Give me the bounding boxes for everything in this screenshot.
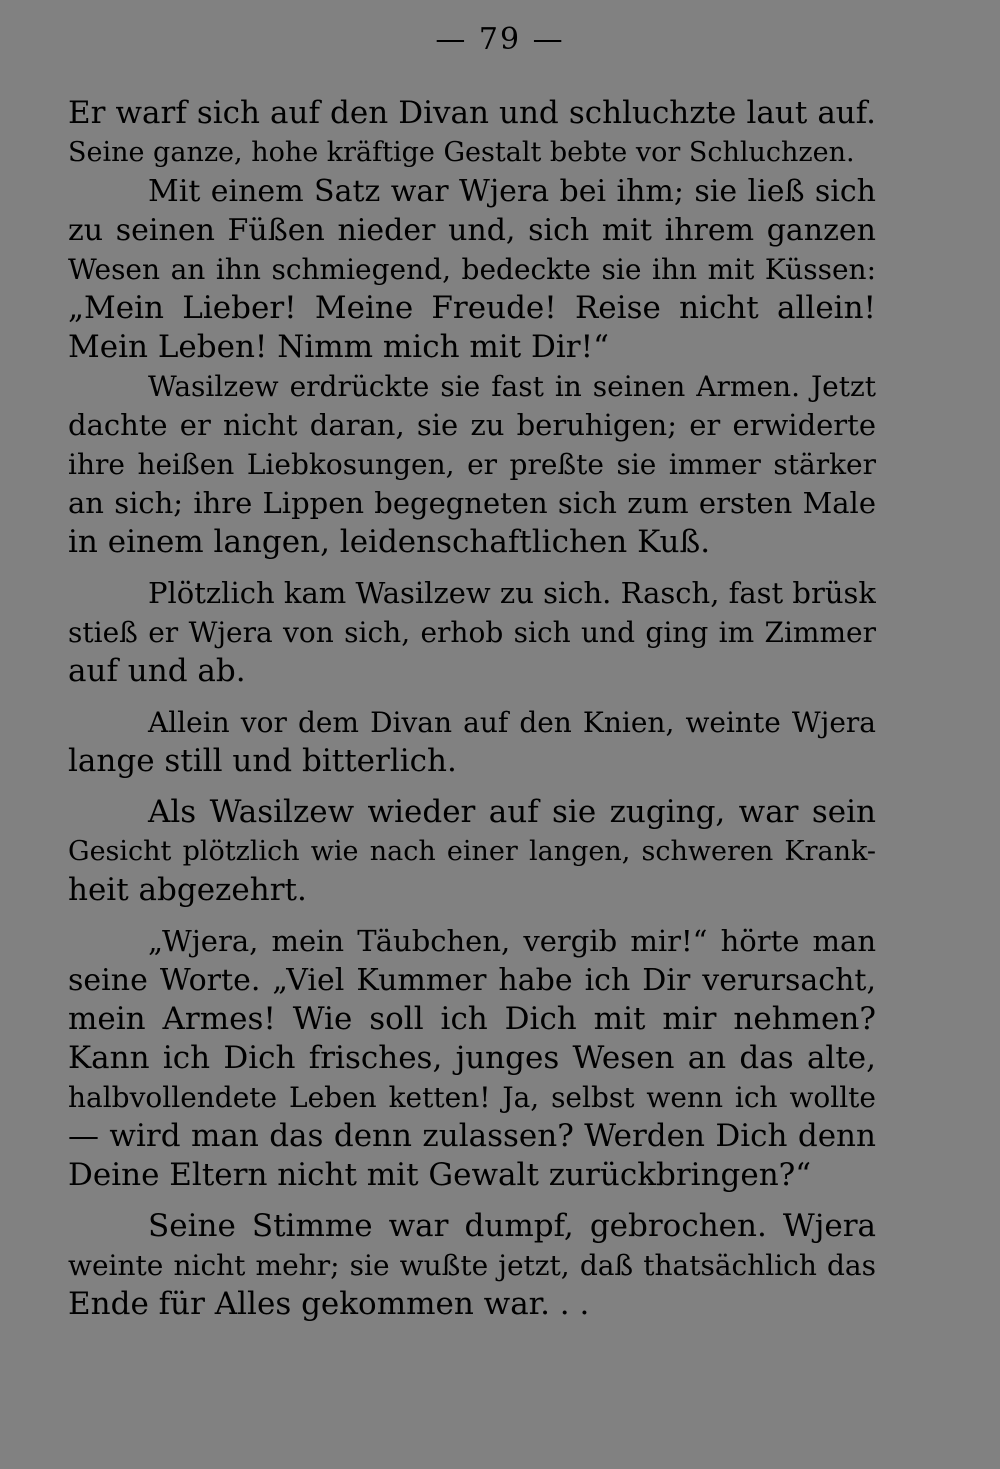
paragraph [68, 922, 876, 1195]
text-line: ihre heißen Liebkosungen, er preßte sie immer stärker [68, 448, 876, 481]
text-line: halbvollendete Leben ketten! Ja, selbst wenn ich wollte [68, 1081, 876, 1114]
text-line: Wesen an ihn schmiegend, bedeckte sie ihn mit Küssen: [68, 253, 876, 286]
paragraph [68, 367, 876, 562]
text-line: weinte nicht mehr; sie wußte jetzt, daß thatsächlich das [68, 1249, 876, 1282]
text-line: heit abgezehrt. [68, 872, 307, 908]
page-number: — 79 — [435, 22, 565, 57]
paragraph [68, 94, 876, 172]
text-line: Plötzlich kam Wasilzew zu sich. Rasch, fast brüsk [148, 576, 876, 610]
text-line: „Mein Lieber! Meine Freude! Reise nicht allein! [68, 290, 876, 326]
text-line: — wird man das denn zulassen? Werden Dich denn [68, 1118, 876, 1154]
text-line: Deine Eltern nicht mit Gewalt zurückbringen?“ [68, 1157, 812, 1193]
text-line: auf und ab. [68, 653, 246, 689]
paragraph [68, 1207, 876, 1324]
text-line: Als Wasilzew wieder auf sie zuging, war sein [148, 794, 876, 830]
text-line: Er warf sich auf den Divan und schluchzte laut auf. [68, 95, 876, 131]
text-line: Allein vor dem Divan auf den Knien, weinte Wjera [148, 706, 876, 739]
text-line: Gesicht plötzlich wie nach einer langen, schweren Krank- [68, 836, 876, 867]
paragraph [68, 793, 876, 910]
text-line: dachte er nicht daran, sie zu beruhigen; er erwiderte [68, 408, 876, 442]
paragraph [68, 703, 876, 781]
text-line: Mein Leben! Nimm mich mit Dir!“ [68, 329, 609, 365]
text-line: Mit einem Satz war Wjera bei ihm; sie ließ sich [148, 174, 876, 209]
text-line: „Wjera, mein Täubchen, vergib mir!“ hörte man [148, 924, 876, 958]
text-line: mein Armes! Wie soll ich Dich mit mir nehmen? [68, 1001, 876, 1037]
text-line: stieß er Wjera von sich, erhob sich und ging im Zimmer [68, 616, 876, 649]
text-line: Seine ganze, hohe kräftige Gestalt bebte vor Schluchzen. [68, 137, 855, 168]
text-line: Ende für Alles gekommen war. . . [68, 1286, 590, 1322]
text-line: an sich; ihre Lippen begegneten sich zum ersten Male [68, 486, 876, 520]
paragraph [68, 172, 876, 367]
text-line: zu seinen Füßen nieder und, sich mit ihrem ganzen [68, 213, 876, 248]
text-line: Kann ich Dich frisches, junges Wesen an das alte, [68, 1040, 876, 1076]
text-line: Wasilzew erdrückte sie fast in seinen Armen. Jetzt [148, 370, 876, 403]
body-text [68, 94, 876, 1324]
text-line: in einem langen, leidenschaftlichen Kuß. [68, 524, 711, 560]
text-line: Seine Stimme war dumpf, gebrochen. Wjera [148, 1208, 876, 1244]
text-line: lange still und bitterlich. [68, 743, 457, 779]
paragraph [68, 574, 876, 691]
text-line: seine Worte. „Viel Kummer habe ich Dir verursacht, [68, 963, 876, 998]
